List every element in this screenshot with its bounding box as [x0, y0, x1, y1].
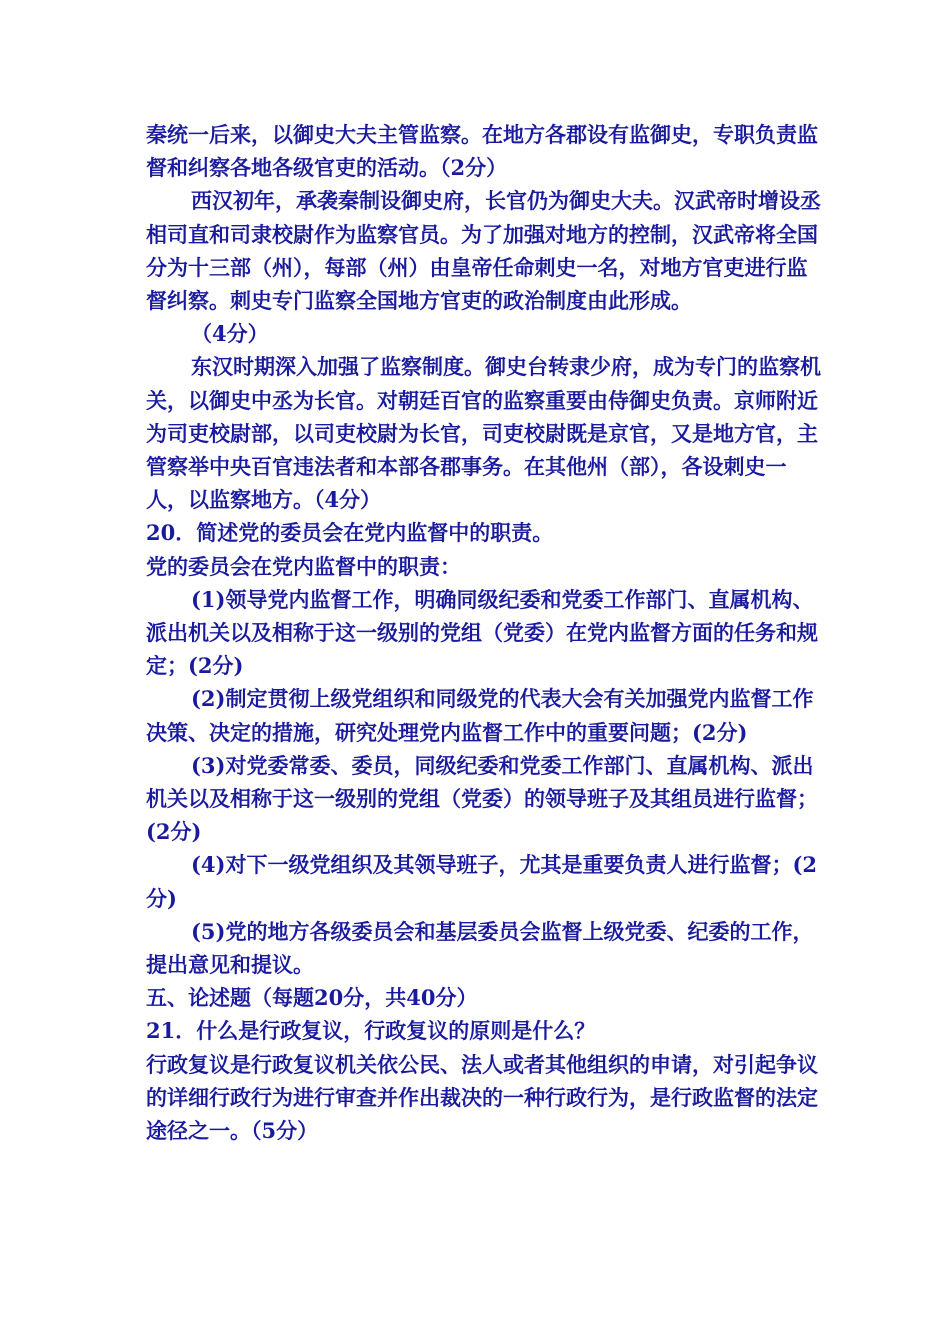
- paragraph-score-note: （4分）: [191, 321, 269, 347]
- paragraph-qin-supervision: 秦统一后来，以御史大夫主管监察。在地方各郡设有监御史，专职负责监督和纠察各地各级官吏的活动。（2分）: [146, 122, 818, 181]
- answer-21: 行政复议是行政复议机关依公民、法人或者其他组织的申请，对引起争议的详细行政行为进行审查并作出裁决的一种行政行为，是行政监督的法定途径之一。（5分）: [146, 1051, 818, 1144]
- paragraph-western-han: 西汉初年，承袭秦制设御史府，长官仍为御史大夫。汉武帝时增设丞相司直和司隶校尉作为监察官员。为了加强对地方的控制，汉武帝将全国分为十三部（州），每部（州）由皇帝任命刺史一名，对地方官吏进行监督纠察。刺史专门监察全国地方官吏的政治制度由此形成。: [146, 188, 821, 314]
- answer-20-item-4: (4)对下一级党组织及其领导班子，尤其是重要负责人进行监督；(2分): [146, 852, 818, 911]
- question-20: 20．简述党的委员会在党内监督中的职责。: [146, 520, 554, 546]
- answer-20-item-5: (5)党的地方各级委员会和基层委员会监督上级党委、纪委的工作，提出意见和提议。: [146, 918, 814, 978]
- answer-20-item-3: (3)对党委常委、委员，同级纪委和党委工作部门、直属机构、派出机关以及相称于这一级别的党组（党委）的领导班子及其组员进行监督；(2分): [146, 752, 818, 845]
- question-21: 21．什么是行政复议，行政复议的原则是什么？: [146, 1018, 596, 1044]
- document-body: [146, 118, 822, 1147]
- answer-20-intro: 党的委员会在党内监督中的职责：: [146, 553, 461, 579]
- paragraph-eastern-han: 东汉时期深入加强了监察制度。御史台转隶少府，成为专门的监察机关，以御史中丞为长官。对朝廷百官的监察重要由侍御史负责。京师附近为司吏校尉部，以司吏校尉为长官，司吏校尉既是京官，又是地方官，主管察举中央百官违法者和本部各郡事务。在其他州（部），各设刺史一人，以监察地方。（4分）: [146, 354, 821, 513]
- answer-20-item-1: (1)领导党内监督工作，明确同级纪委和党委工作部门、直属机构、派出机关以及相称于这一级别的党组（党委）在党内监督方面的任务和规定；(2分): [146, 586, 818, 679]
- answer-20-item-2: (2)制定贯彻上级党组织和同级党的代表大会有关加强党内监督工作决策、决定的措施，研究处理党内监督工作中的重要问题；(2分): [146, 686, 814, 745]
- section-heading-essay: 五、论述题（每题20分，共40分）: [146, 985, 478, 1011]
